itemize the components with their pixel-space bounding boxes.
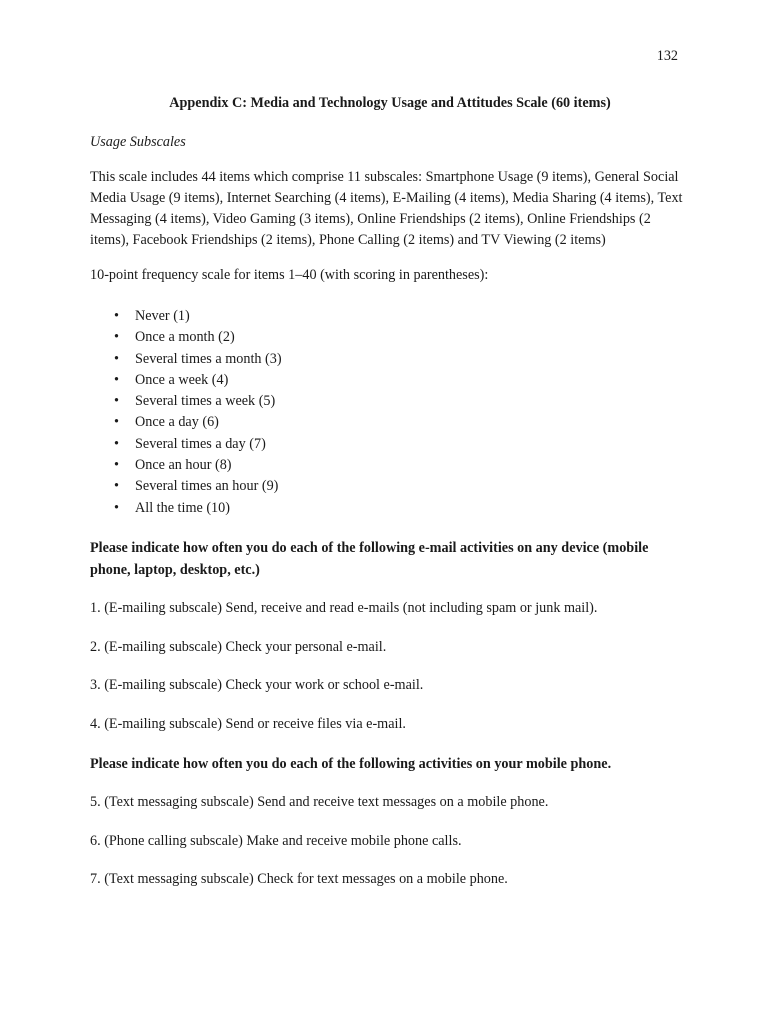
list-item-label: Several times an hour (9)	[135, 478, 279, 495]
list-item-label: All the time (10)	[135, 499, 230, 516]
survey-item-2: 2. (E-mailing subscale) Check your personal e-mail.	[90, 638, 387, 655]
bullet-icon: •	[114, 435, 119, 452]
list-item-label: Several times a day (7)	[135, 435, 266, 452]
bullet-icon: •	[114, 414, 119, 431]
survey-item-5: 5. (Text messaging subscale) Send and receive text messages on a mobile phone.	[90, 794, 549, 811]
bullet-icon: •	[114, 329, 119, 346]
bullet-icon: •	[114, 478, 119, 495]
appendix-title: Appendix C: Media and Technology Usage and Attitudes Scale (60 items)	[169, 95, 611, 111]
page-content	[90, 93, 690, 890]
scale-options-list	[90, 306, 690, 519]
bullet-icon: •	[114, 350, 119, 367]
bullet-icon: •	[114, 371, 119, 388]
intro-paragraph: This scale includes 44 items which comprise 11 subscales: Smartphone Usage (9 items), General Social Media Usage (9 items), Internet Searching (4 items), E-Mailing (4 items), Media Sharing (4 items), Text Messaging (4 items), Video Gaming (3 items), Online Friendships (2 items), Online Friendships (2 items), Facebook Friendships (2 items), Phone Calling (2 items) and TV Viewing (2 items)	[90, 169, 683, 248]
list-item	[114, 306, 690, 327]
list-item	[114, 349, 690, 370]
scale-intro: 10-point frequency scale for items 1–40 (with scoring in parentheses):	[90, 267, 489, 283]
list-item	[114, 498, 690, 519]
survey-item-6: 6. (Phone calling subscale) Make and receive mobile phone calls.	[90, 832, 462, 849]
mobile-instruction: Please indicate how often you do each of the following activities on your mobile phone.	[90, 755, 612, 772]
list-item-label: Once a day (6)	[135, 414, 219, 431]
bullet-icon: •	[114, 499, 119, 516]
email-instruction: Please indicate how often you do each of the following e-mail activities on any device (mobile phone, laptop, desktop, etc.)	[90, 539, 649, 578]
list-item-label: Several times a month (3)	[135, 350, 282, 367]
page-number: 132	[656, 48, 678, 64]
bullet-icon: •	[114, 393, 119, 410]
survey-item-4: 4. (E-mailing subscale) Send or receive files via e-mail.	[90, 715, 406, 732]
bullet-icon: •	[114, 308, 119, 324]
list-item	[114, 455, 690, 476]
list-item-label: Several times a week (5)	[135, 393, 276, 410]
survey-item-3: 3. (E-mailing subscale) Check your work or school e-mail.	[90, 677, 424, 694]
section-subheading: Usage Subscales	[90, 134, 186, 150]
list-item	[114, 370, 690, 391]
list-item-label: Once a month (2)	[135, 329, 235, 346]
list-item-label: Once a week (4)	[135, 371, 229, 388]
list-item-label: Never (1)	[135, 308, 190, 324]
bullet-icon: •	[114, 457, 119, 474]
list-item	[114, 476, 690, 497]
list-item	[114, 391, 690, 412]
list-item	[114, 327, 690, 348]
list-item-label: Once an hour (8)	[135, 457, 232, 474]
survey-item-1: 1. (E-mailing subscale) Send, receive and read e-mails (not including spam or junk mail).	[90, 600, 598, 617]
survey-item-7: 7. (Text messaging subscale) Check for text messages on a mobile phone.	[90, 871, 508, 888]
list-item	[114, 434, 690, 455]
list-item	[114, 412, 690, 433]
